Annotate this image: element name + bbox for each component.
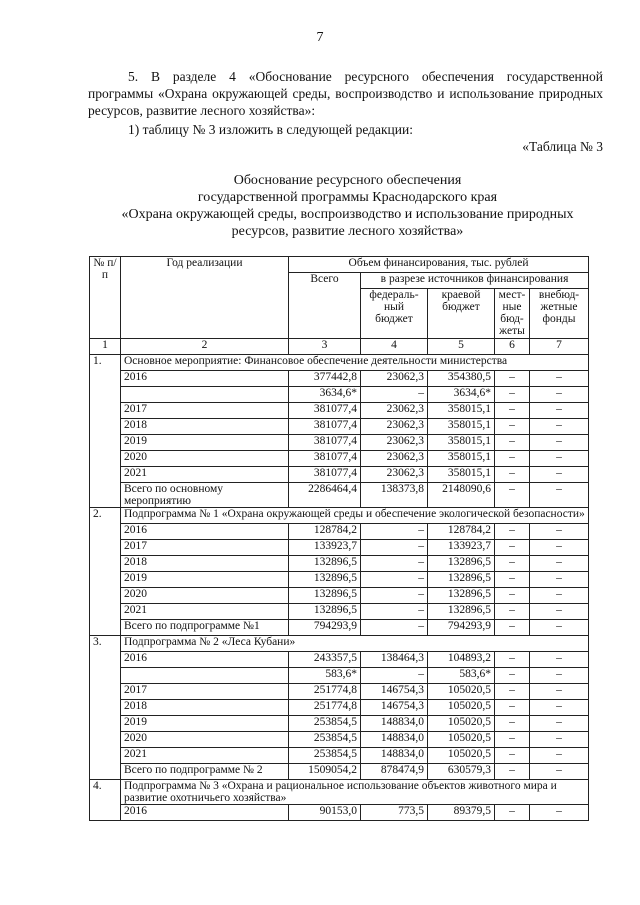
row-total: 381077,4 <box>289 451 361 467</box>
row-local: – <box>495 467 530 483</box>
row-regional: 132896,5 <box>428 588 495 604</box>
row-local: – <box>495 805 530 821</box>
table-row <box>90 805 589 821</box>
row-offbudget: – <box>530 403 589 419</box>
row-total: 381077,4 <box>289 419 361 435</box>
section-header-row <box>90 508 589 524</box>
row-offbudget: – <box>530 556 589 572</box>
table-row <box>90 684 589 700</box>
row-offbudget: – <box>530 805 589 821</box>
row-offbudget: – <box>530 483 589 508</box>
row-local: – <box>495 540 530 556</box>
row-total: 381077,4 <box>289 435 361 451</box>
row-federal: 23062,3 <box>361 371 428 387</box>
title-line: государственной программы Краснодарского края <box>197 190 498 205</box>
row-year: 2019 <box>121 716 289 732</box>
row-regional: 105020,5 <box>428 684 495 700</box>
row-total: 381077,4 <box>289 467 361 483</box>
row-total: 794293,9 <box>289 620 361 636</box>
header-year: Год реализации <box>121 257 289 339</box>
row-federal: 23062,3 <box>361 435 428 451</box>
row-total: 132896,5 <box>289 588 361 604</box>
row-federal: – <box>361 668 428 684</box>
table-row <box>90 716 589 732</box>
row-year: 2020 <box>121 732 289 748</box>
row-offbudget: – <box>530 451 589 467</box>
header-federal: федераль-ный бюджет <box>361 289 428 339</box>
row-federal: 146754,3 <box>361 684 428 700</box>
table-row <box>90 572 589 588</box>
row-local: – <box>495 732 530 748</box>
table-reference: «Таблица № 3 <box>522 139 603 154</box>
col-number: 4 <box>361 339 428 355</box>
row-total: 90153,0 <box>289 805 361 821</box>
row-federal: – <box>361 556 428 572</box>
row-year <box>121 387 289 403</box>
row-regional: 794293,9 <box>428 620 495 636</box>
section-number: 1. <box>90 355 121 508</box>
table-row <box>90 451 589 467</box>
row-offbudget: – <box>530 371 589 387</box>
table-row <box>90 419 589 435</box>
row-local: – <box>495 652 530 668</box>
table-row <box>90 668 589 684</box>
row-federal: 138464,3 <box>361 652 428 668</box>
row-offbudget: – <box>530 652 589 668</box>
row-regional: 358015,1 <box>428 451 495 467</box>
section-header-row <box>90 780 589 805</box>
header-volume: Объем финансирования, тыс. рублей <box>289 257 589 273</box>
row-total: 377442,8 <box>289 371 361 387</box>
row-regional: 89379,5 <box>428 805 495 821</box>
table-row <box>90 467 589 483</box>
table-row <box>90 435 589 451</box>
table-row <box>90 748 589 764</box>
title-line: ресурсов, развитие лесного хозяйства» <box>231 224 464 239</box>
row-year: 2016 <box>121 652 289 668</box>
row-federal: 138373,8 <box>361 483 428 508</box>
row-local: – <box>495 684 530 700</box>
row-local: – <box>495 700 530 716</box>
row-regional: 105020,5 <box>428 732 495 748</box>
table-row <box>90 652 589 668</box>
table-row <box>90 387 589 403</box>
section-name: Подпрограмма № 2 «Леса Кубани» <box>121 636 589 652</box>
row-year: 2017 <box>121 540 289 556</box>
row-federal: 148834,0 <box>361 716 428 732</box>
row-year: 2016 <box>121 805 289 821</box>
row-federal: – <box>361 604 428 620</box>
row-local: – <box>495 387 530 403</box>
row-year: Всего по подпрограмме №1 <box>121 620 289 636</box>
row-regional: 104893,2 <box>428 652 495 668</box>
section-number: 4. <box>90 780 121 821</box>
table-row <box>90 403 589 419</box>
financing-table <box>89 256 589 821</box>
row-regional: 354380,5 <box>428 371 495 387</box>
table-row <box>90 524 589 540</box>
row-offbudget: – <box>530 540 589 556</box>
row-local: – <box>495 524 530 540</box>
table-row <box>90 604 589 620</box>
section-name: Основное мероприятие: Финансовое обеспечение деятельности министерства <box>121 355 589 371</box>
col-number: 6 <box>495 339 530 355</box>
row-offbudget: – <box>530 604 589 620</box>
row-local: – <box>495 403 530 419</box>
table-row <box>90 483 589 508</box>
row-regional: 3634,6* <box>428 387 495 403</box>
row-total: 132896,5 <box>289 556 361 572</box>
row-offbudget: – <box>530 620 589 636</box>
row-total: 583,6* <box>289 668 361 684</box>
col-number: 1 <box>90 339 121 355</box>
row-regional: 133923,7 <box>428 540 495 556</box>
row-offbudget: – <box>530 419 589 435</box>
row-year: 2017 <box>121 684 289 700</box>
header-regional: краевой бюджет <box>428 289 495 339</box>
header-num: № п/п <box>90 257 121 339</box>
row-offbudget: – <box>530 684 589 700</box>
row-federal: – <box>361 620 428 636</box>
row-year: 2020 <box>121 588 289 604</box>
row-year: 2016 <box>121 524 289 540</box>
row-federal: – <box>361 387 428 403</box>
row-local: – <box>495 764 530 780</box>
row-total: 2286464,4 <box>289 483 361 508</box>
row-total: 1509054,2 <box>289 764 361 780</box>
row-federal: – <box>361 524 428 540</box>
row-regional: 630579,3 <box>428 764 495 780</box>
row-year: 2019 <box>121 572 289 588</box>
row-federal: 773,5 <box>361 805 428 821</box>
title-line: «Охрана окружающей среды, воспроизводство и использование природных <box>121 207 574 222</box>
row-year: 2016 <box>121 371 289 387</box>
row-local: – <box>495 748 530 764</box>
row-regional: 132896,5 <box>428 556 495 572</box>
row-year: 2018 <box>121 419 289 435</box>
row-regional: 128784,2 <box>428 524 495 540</box>
row-federal: 23062,3 <box>361 419 428 435</box>
row-offbudget: – <box>530 588 589 604</box>
table-row <box>90 588 589 604</box>
col-number: 3 <box>289 339 361 355</box>
row-total: 133923,7 <box>289 540 361 556</box>
row-offbudget: – <box>530 700 589 716</box>
row-local: – <box>495 572 530 588</box>
header-total: Всего <box>289 273 361 339</box>
row-year: 2017 <box>121 403 289 419</box>
row-total: 251774,8 <box>289 684 361 700</box>
col-number: 2 <box>121 339 289 355</box>
table-row <box>90 732 589 748</box>
section-number: 3. <box>90 636 121 780</box>
row-local: – <box>495 668 530 684</box>
table-row <box>90 540 589 556</box>
table-row <box>90 620 589 636</box>
page-number: 7 <box>316 30 324 45</box>
row-offbudget: – <box>530 435 589 451</box>
section-header-row <box>90 355 589 371</box>
table-row <box>90 764 589 780</box>
section-number: 2. <box>90 508 121 636</box>
row-offbudget: – <box>530 467 589 483</box>
col-number: 5 <box>428 339 495 355</box>
row-total: 253854,5 <box>289 732 361 748</box>
intro-paragraph: 5. В разделе 4 «Обоснование ресурсного обеспечения государственной программы «Охрана окружающей среды, воспроизводство и использование природных ресурсов, развитие лесного хозяйства»: <box>88 69 603 118</box>
row-offbudget: – <box>530 748 589 764</box>
row-federal: 23062,3 <box>361 451 428 467</box>
row-local: – <box>495 556 530 572</box>
row-year: 2021 <box>121 604 289 620</box>
row-federal: – <box>361 572 428 588</box>
row-federal: – <box>361 588 428 604</box>
row-offbudget: – <box>530 387 589 403</box>
row-federal: 23062,3 <box>361 403 428 419</box>
row-year: 2020 <box>121 451 289 467</box>
row-regional: 105020,5 <box>428 700 495 716</box>
row-year: 2021 <box>121 748 289 764</box>
row-total: 253854,5 <box>289 748 361 764</box>
header-by-source: в разрезе источников финансирования <box>361 273 589 289</box>
row-total: 132896,5 <box>289 604 361 620</box>
table-row <box>90 700 589 716</box>
row-local: – <box>495 716 530 732</box>
row-year: 2018 <box>121 700 289 716</box>
row-regional: 132896,5 <box>428 604 495 620</box>
row-local: – <box>495 620 530 636</box>
row-offbudget: – <box>530 572 589 588</box>
row-offbudget: – <box>530 524 589 540</box>
row-total: 132896,5 <box>289 572 361 588</box>
row-year: Всего по подпрограмме № 2 <box>121 764 289 780</box>
row-regional: 358015,1 <box>428 467 495 483</box>
row-year: Всего по основному мероприятию <box>121 483 289 508</box>
table-row <box>90 371 589 387</box>
row-year: 2019 <box>121 435 289 451</box>
row-total: 3634,6* <box>289 387 361 403</box>
row-federal: – <box>361 540 428 556</box>
col-number: 7 <box>530 339 589 355</box>
row-year: 2021 <box>121 467 289 483</box>
row-regional: 105020,5 <box>428 716 495 732</box>
row-federal: 148834,0 <box>361 732 428 748</box>
section-name: Подпрограмма № 3 «Охрана и рациональное использование объектов животного мира и развитие охотничьего хозяйства» <box>121 780 589 805</box>
row-local: – <box>495 588 530 604</box>
row-local: – <box>495 419 530 435</box>
row-regional: 358015,1 <box>428 403 495 419</box>
row-local: – <box>495 451 530 467</box>
row-offbudget: – <box>530 716 589 732</box>
row-regional: 132896,5 <box>428 572 495 588</box>
row-regional: 2148090,6 <box>428 483 495 508</box>
title-line: Обоснование ресурсного обеспечения <box>233 173 462 188</box>
row-federal: 23062,3 <box>361 467 428 483</box>
row-regional: 358015,1 <box>428 419 495 435</box>
section-name: Подпрограмма № 1 «Охрана окружающей среды и обеспечение экологической безопасности» <box>121 508 589 524</box>
row-offbudget: – <box>530 668 589 684</box>
row-total: 253854,5 <box>289 716 361 732</box>
row-regional: 358015,1 <box>428 435 495 451</box>
row-local: – <box>495 604 530 620</box>
row-year: 2018 <box>121 556 289 572</box>
row-federal: 878474,9 <box>361 764 428 780</box>
row-total: 381077,4 <box>289 403 361 419</box>
row-local: – <box>495 483 530 508</box>
row-local: – <box>495 371 530 387</box>
row-year <box>121 668 289 684</box>
row-offbudget: – <box>530 732 589 748</box>
row-local: – <box>495 435 530 451</box>
table-title <box>90 172 605 240</box>
row-offbudget: – <box>530 764 589 780</box>
table-row <box>90 556 589 572</box>
row-regional: 105020,5 <box>428 748 495 764</box>
section-header-row <box>90 636 589 652</box>
row-federal: 148834,0 <box>361 748 428 764</box>
row-regional: 583,6* <box>428 668 495 684</box>
header-offbudget: внебюд-жетные фонды <box>530 289 589 339</box>
row-total: 128784,2 <box>289 524 361 540</box>
row-federal: 146754,3 <box>361 700 428 716</box>
header-local: мест-ные бюд-жеты <box>495 289 530 339</box>
row-total: 243357,5 <box>289 652 361 668</box>
row-total: 251774,8 <box>289 700 361 716</box>
intro-item: 1) таблицу № 3 изложить в следующей редакции: <box>128 122 413 137</box>
